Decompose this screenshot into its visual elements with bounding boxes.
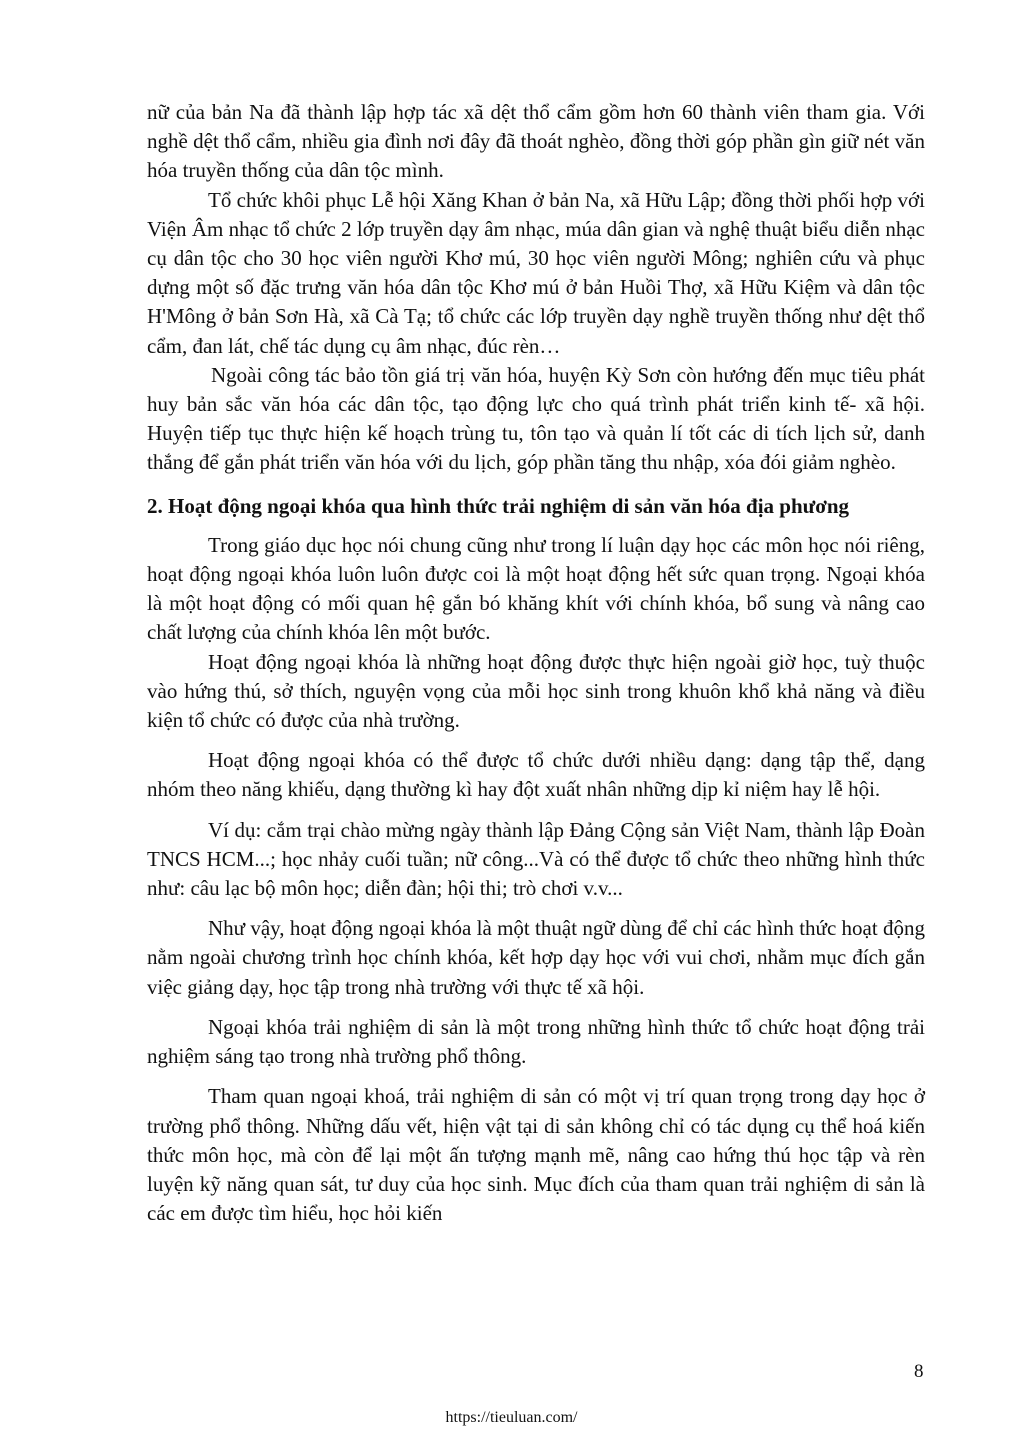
section-heading: 2. Hoạt động ngoại khóa qua hình thức trải nghiệm di sản văn hóa địa phương	[147, 493, 850, 518]
paragraph: Hoạt động ngoại khóa có thể được tổ chức dưới nhiều dạng: dạng tập thể, dạng nhóm theo năng khiếu, dạng thường kì hay đột xuất nhân những dịp kỉ niệm hay lễ hội.	[147, 748, 925, 802]
document-body	[147, 98, 925, 1228]
paragraph: Ngoài công tác bảo tồn giá trị văn hóa, huyện Kỳ Sơn còn hướng đến mục tiêu phát huy bản sắc văn hóa các dân tộc, tạo động lực cho quá trình phát triển kinh tế- xã hội. Huyện tiếp tục thực hiện kế hoạch trùng tu, tôn tạo và quản lí tốt các di tích lịch sử, danh thắng để gắn phát triển văn hóa với du lịch, góp phần tăng thu nhập, xóa đói giảm nghèo.	[147, 362, 925, 475]
footer-url: https://tieuluan.com/	[445, 1409, 578, 1426]
page-number: 8	[914, 1361, 924, 1382]
paragraph: Ví dụ: cắm trại chào mừng ngày thành lập Đảng Cộng sản Việt Nam, thành lập Đoàn TNCS HCM...; học nhảy cuối tuần; nữ công...Và có thể được tổ chức theo những hình thức như: câu lạc bộ môn học; diễn đàn; hội thi; trò chơi v.v...	[147, 817, 925, 901]
paragraph: Tham quan ngoại khoá, trải nghiệm di sản có một vị trí quan trọng trong dạy học ở trường phổ thông. Những dấu vết, hiện vật tại di sản không chỉ có tác dụng cụ thể hoá kiến thức môn học, mà còn để lại một ấn tượng mạnh mẽ, nâng cao hứng thú học tập và rèn luyện kỹ năng quan sát, tư duy của học sinh. Mục đích của tham quan trải nghiệm di sản là các em được tìm hiểu, học hỏi kiến	[147, 1084, 925, 1226]
paragraph-continuation: nữ của bản Na đã thành lập hợp tác xã dệt thổ cẩm gồm hơn 60 thành viên tham gia. Với nghề dệt thổ cẩm, nhiều gia đình nơi đây đã thoát nghèo, đồng thời góp phần gìn giữ nét văn hóa truyền thống của dân tộc mình.	[147, 100, 925, 183]
paragraph: Tổ chức khôi phục Lễ hội Xăng Khan ở bản Na, xã Hữu Lập; đồng thời phối hợp với Viện Âm nhạc tổ chức 2 lớp truyền dạy âm nhạc, múa dân gian và nghệ thuật biểu diễn nhạc cụ dân tộc cho 30 học viên người Khơ mú, 30 học viên người Mông; nghiên cứu và phục dựng một số đặc trưng văn hóa dân tộc Khơ mú ở bản Huồi Thợ, xã Hữu Kiệm và dân tộc H'Mông ở bản Sơn Hà, xã Cà Tạ; tổ chức các lớp truyền dạy nghề truyền thống như dệt thổ cẩm, đan lát, chế tác dụng cụ âm nhạc, đúc rèn…	[147, 187, 925, 358]
paragraph: Trong giáo dục học nói chung cũng như trong lí luận dạy học các môn học nói riêng, hoạt động ngoại khóa luôn luôn được coi là một hoạt động hết sức quan trọng. Ngoại khóa là một hoạt động có mối quan hệ gắn bó khăng khít với chính khóa, bổ sung và nâng cao chất lượng của chính khóa lên một bước.	[147, 532, 925, 645]
paragraph: Như vậy, hoạt động ngoại khóa là một thuật ngữ dùng để chỉ các hình thức hoạt động nằm ngoài chương trình học chính khóa, kết hợp dạy học với vui chơi, nhằm mục đích gắn việc giảng dạy, học tập trong nhà trường với thực tế xã hội.	[147, 916, 925, 999]
paragraph: Hoạt động ngoại khóa là những hoạt động được thực hiện ngoài giờ học, tuỳ thuộc vào hứng thú, sở thích, nguyện vọng của mỗi học sinh trong khuôn khổ khả năng và điều kiện tổ chức có được của nhà trường.	[147, 649, 925, 733]
paragraph: Ngoại khóa trải nghiệm di sản là một trong những hình thức tổ chức hoạt động trải nghiệm sáng tạo trong nhà trường phổ thông.	[147, 1014, 925, 1069]
